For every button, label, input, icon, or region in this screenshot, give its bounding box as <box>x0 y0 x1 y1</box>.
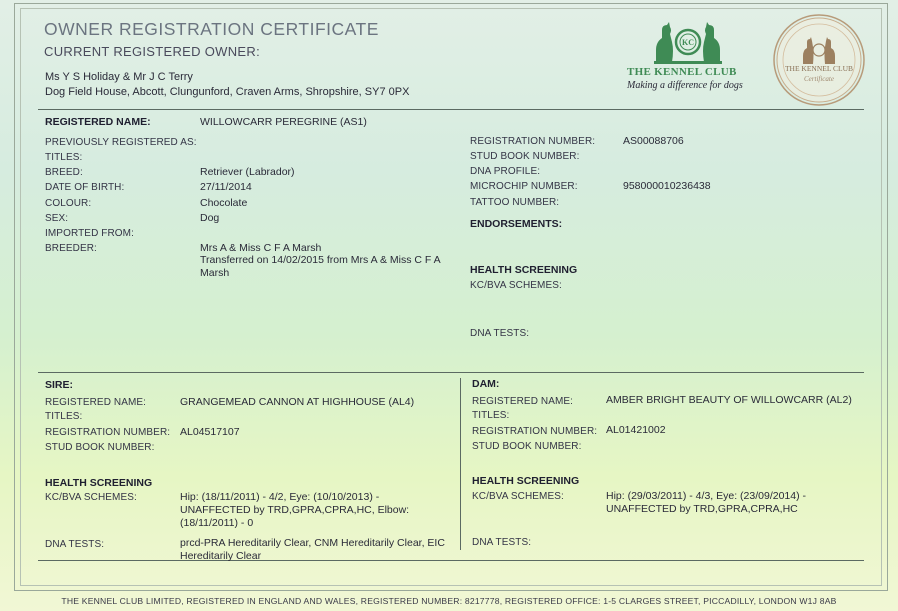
colour-value: Chocolate <box>200 197 248 209</box>
microchip-value: 958000010236438 <box>623 180 711 192</box>
sire-titles-label: TITLES: <box>45 411 83 422</box>
sire-kc-bva-value: Hip: (18/11/2011) - 4/2, Eye: (10/10/2013) - UNAFFECTED by TRD,GPRA,CPRA,HC, Elbow: (18/11/2011) - 0 <box>180 491 410 529</box>
dob-label: DATE OF BIRTH: <box>45 182 125 193</box>
kennel-club-logo-icon <box>650 20 726 64</box>
breeder-label: BREEDER: <box>45 243 97 254</box>
dna-profile-label: DNA PROFILE: <box>470 166 541 177</box>
certificate-seal-icon <box>773 14 865 106</box>
dam-titles-label: TITLES: <box>472 410 510 421</box>
sire-dam-divider <box>460 378 461 550</box>
sire-health-screening-heading: HEALTH SCREENING <box>45 477 153 489</box>
dam-heading: DAM: <box>472 378 500 390</box>
sire-dna-tests-label: DNA TESTS: <box>45 539 105 550</box>
previously-registered-label: PREVIOUSLY REGISTERED AS: <box>45 137 197 148</box>
health-screening-heading: HEALTH SCREENING <box>470 264 578 276</box>
colour-label: COLOUR: <box>45 198 92 209</box>
sex-label: SEX: <box>45 213 69 224</box>
current-owner-heading: CURRENT REGISTERED OWNER: <box>44 44 260 59</box>
registration-number-value: AS00088706 <box>623 135 684 147</box>
dam-kc-bva-label: KC/BVA SCHEMES: <box>472 491 564 502</box>
sex-value: Dog <box>200 212 220 224</box>
dam-health-screening-heading: HEALTH SCREENING <box>472 475 580 487</box>
tattoo-label: TATTOO NUMBER: <box>470 197 560 208</box>
registered-name-value: WILLOWCARR PEREGRINE (AS1) <box>200 116 367 128</box>
seal-subtitle: Certificate <box>804 75 834 83</box>
sire-heading: SIRE: <box>45 379 74 391</box>
stud-book-label: STUD BOOK NUMBER: <box>470 151 580 162</box>
dam-kc-bva-value: Hip: (29/03/2011) - 4/3, Eye: (23/09/2014) - UNAFFECTED by TRD,GPRA,CPRA,HC <box>606 490 807 515</box>
certificate-title: OWNER REGISTRATION CERTIFICATE <box>44 19 379 39</box>
sire-registration-number-label: REGISTRATION NUMBER: <box>45 427 171 438</box>
breed-label: BREED: <box>45 167 83 178</box>
titles-label: TITLES: <box>45 152 83 163</box>
registration-number-label: REGISTRATION NUMBER: <box>470 136 596 147</box>
breeder-value: Mrs A & Miss C F A Marsh <box>200 242 322 254</box>
transfer-note: Transferred on 14/02/2015 from Mrs A & Miss C F A Marsh <box>200 254 441 279</box>
owner-address: Dog Field House, Abcott, Clungunford, Craven Arms, Shropshire, SY7 0PX <box>45 86 410 98</box>
dam-registration-number-label: REGISTRATION NUMBER: <box>472 426 598 437</box>
footer-registered-office: THE KENNEL CLUB LIMITED, REGISTERED IN ENGLAND AND WALES, REGISTERED NUMBER: 8217778, REGISTERED OFFICE: 1-5 CLARGES STREET, PICCADILLY, LONDON W1J 8AB <box>61 596 837 606</box>
sire-dna-tests-value: prcd-PRA Hereditarily Clear, CNM Hereditarily Clear, EIC Hereditarily Clear <box>180 537 445 562</box>
sire-registered-name-value: GRANGEMEAD CANNON AT HIGHHOUSE (AL4) <box>180 396 415 408</box>
kennel-club-tagline: Making a difference for dogs <box>627 80 743 91</box>
endorsements-heading: ENDORSEMENTS: <box>470 218 563 230</box>
header-divider <box>38 109 864 110</box>
sire-stud-book-label: STUD BOOK NUMBER: <box>45 442 155 453</box>
kc-bva-schemes-label: KC/BVA SCHEMES: <box>470 280 562 291</box>
dna-tests-label: DNA TESTS: <box>470 328 530 339</box>
kennel-club-name: THE KENNEL CLUB <box>627 66 737 78</box>
sire-kc-bva-label: KC/BVA SCHEMES: <box>45 492 137 503</box>
dam-registration-number-value: AL01421002 <box>606 424 666 436</box>
sire-registered-name-label: REGISTERED NAME: <box>45 397 147 408</box>
sire-registration-number-value: AL04517107 <box>180 426 240 438</box>
dam-registered-name-value: AMBER BRIGHT BEAUTY OF WILLOWCARR (AL2) <box>606 394 852 406</box>
microchip-label: MICROCHIP NUMBER: <box>470 181 578 192</box>
owner-names: Ms Y S Holiday & Mr J C Terry <box>45 71 193 83</box>
dob-value: 27/11/2014 <box>200 181 252 193</box>
registered-name-label: REGISTERED NAME: <box>45 116 151 128</box>
seal-name: THE KENNEL CLUB <box>784 64 854 73</box>
dam-stud-book-label: STUD BOOK NUMBER: <box>472 441 582 452</box>
dam-dna-tests-label: DNA TESTS: <box>472 537 532 548</box>
imported-from-label: IMPORTED FROM: <box>45 228 134 239</box>
breed-value: Retriever (Labrador) <box>200 166 295 178</box>
logo-monogram: KC <box>682 38 694 47</box>
dam-registered-name-label: REGISTERED NAME: <box>472 396 574 407</box>
parents-bottom-divider <box>38 560 864 561</box>
parents-top-divider <box>38 372 864 373</box>
